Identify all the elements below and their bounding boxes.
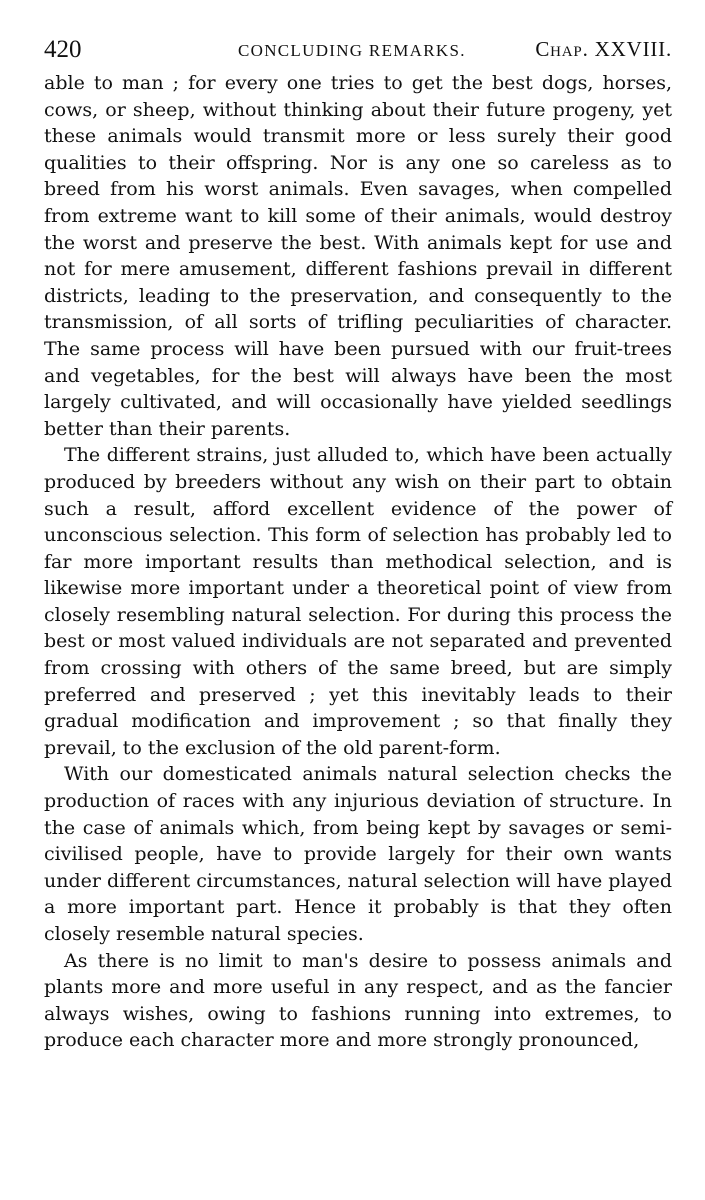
running-title: CONCLUDING REMARKS. xyxy=(238,41,466,60)
page-number: 420 xyxy=(44,36,82,63)
body-text xyxy=(44,70,672,1054)
paragraph-domesticated-animals: With our domesticated animals natural selection checks the production of races with any injurious deviation of structure. In the case of animals which, from being kept by savages or semi-civilised people, have to provide largely for their own wants under different circumstances, natural selection will have played a more important part. Hence it probably is that they often closely resemble natural species. xyxy=(44,763,672,945)
chapter-reference: Chap. XXVIII. xyxy=(535,37,672,61)
paragraph-man-desire: As there is no limit to man's desire to possess animals and plants more and more useful in any respect, and as the fancier always wishes, owing to fashions running into extremes, to produce each character more and more strongly pronounced, xyxy=(44,949,672,1052)
paragraph-unconscious-selection: The different strains, just alluded to, which have been actually produced by breeders without any wish on their part to obtain such a result, afford excellent evidence of the power of unconscious selection. This form of selection has probably led to far more important results than methodical selection, and is likewise more important under a theoretical point of view from closely resembling natural selection. For during this process the best or most valued individuals are not separated and prevented from crossing with others of the same breed, but are simply preferred and preserved ; yet this inevitably leads to their gradual modification and improvement ; so that finally they prevail, to the exclusion of the old parent-form. xyxy=(44,444,672,759)
paragraph-continued: able to man ; for every one tries to get the best dogs, horses, cows, or sheep, without thinking about their future progeny, yet these animals would transmit more or less surely their good qualities to their offspring. Nor is any one so careless as to breed from his worst animals. Even savages, when compelled from extreme want to kill some of their animals, would destroy the worst and preserve the best. With animals kept for use and not for mere amusement, different fashions prevail in different districts, leading to the preservation, and consequently to the transmission, of all sorts of trifling peculiarities of character. The same process will have been pursued with our fruit-trees and vegetables, for the best will always have been the most largely cultivated, and will occasionally have yielded seedlings better than their parents. xyxy=(44,72,672,440)
running-header xyxy=(44,30,672,70)
book-page xyxy=(44,30,672,1054)
